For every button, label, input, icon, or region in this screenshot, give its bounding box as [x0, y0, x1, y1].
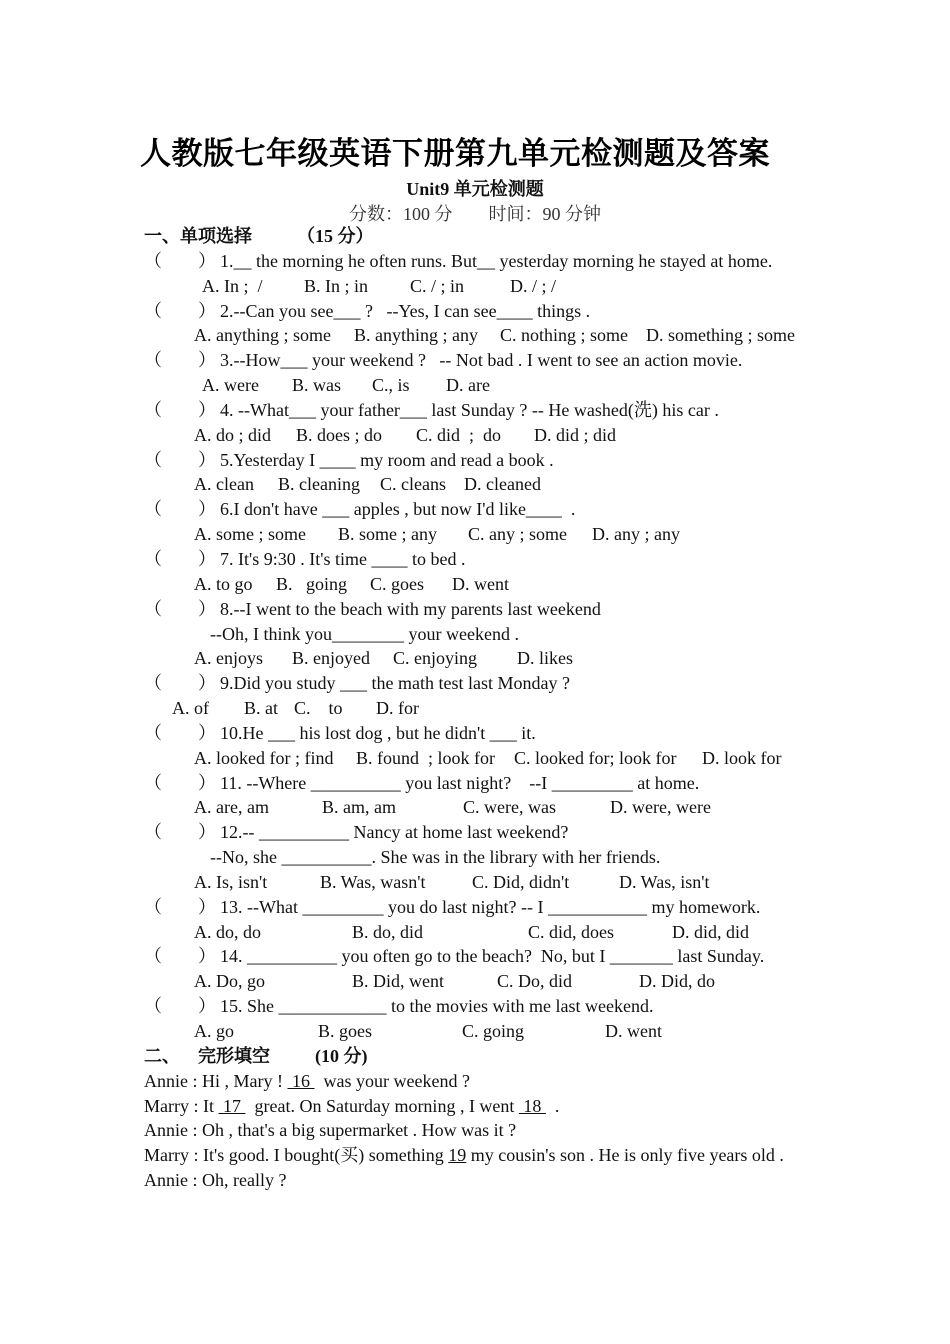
option-c: C. cleans: [380, 474, 446, 495]
option-a: A. do ; did: [194, 424, 272, 445]
option-d: D. went: [452, 573, 509, 594]
question-text: 4. --What___ your father___ last Sunday ? -- He washed(洗) his car .: [220, 399, 719, 420]
time-text: 时间：90 分钟: [488, 204, 601, 224]
question-5: [144, 448, 824, 473]
question-1-options: [144, 274, 824, 299]
option-c: C. going: [462, 1021, 525, 1041]
question-text: 8.--I went to the beach with my parents last weekend: [220, 598, 601, 619]
unit-subtitle: Unit9 单元检测题: [406, 179, 544, 199]
option-b: B. goes: [318, 1021, 372, 1041]
option-c: C. did, does: [528, 921, 615, 942]
option-d: D. did, did: [672, 921, 750, 942]
option-c: C. any ; some: [468, 524, 567, 545]
answer-paren: （ ）: [144, 722, 216, 743]
question-8-reply: --Oh, I think you________ your weekend .: [210, 623, 519, 644]
option-d: D. likes: [517, 648, 573, 669]
option-b: B. some ; any: [338, 524, 437, 545]
question-text: 11. --Where __________ you last night? --I _________ at home.: [220, 772, 700, 793]
dialogue-text: my cousin's son . He is only five years old .: [466, 1145, 784, 1166]
question-1: [144, 249, 824, 274]
question-text: 2.--Can you see___ ? --Yes, I can see____ things .: [220, 300, 591, 321]
option-d: D. are: [446, 375, 490, 396]
option-c: C. Did, didn't: [472, 871, 570, 892]
option-d: D. look for: [702, 747, 782, 768]
option-c: C., is: [372, 375, 410, 396]
option-b: B. In ; in: [304, 275, 369, 296]
question-3: [144, 348, 824, 373]
question-text: 10.He ___ his lost dog , but he didn't ___ it.: [220, 722, 536, 743]
question-2: [144, 299, 824, 324]
option-b: B. Did, went: [352, 971, 444, 992]
option-a: A. Do, go: [194, 971, 265, 992]
option-b: B. do, did: [352, 921, 424, 942]
answer-paren: （ ）: [144, 598, 216, 619]
question-2-options: [144, 323, 824, 348]
answer-paren: （ ）: [144, 896, 216, 917]
question-12: [144, 820, 824, 845]
answer-paren: （ ）: [144, 499, 216, 520]
answer-paren: （ ）: [144, 548, 216, 569]
option-a: A. of: [172, 698, 209, 719]
question-7-options: [144, 572, 824, 597]
question-text: 1.__ the morning he often runs. But__ yesterday morning he stayed at home.: [220, 250, 773, 271]
option-b: B. cleaning: [278, 474, 360, 495]
question-text: 9.Did you study ___ the math test last Monday ?: [220, 673, 570, 694]
blank-17: 17: [218, 1095, 246, 1116]
question-13-options: [144, 920, 824, 945]
question-3-options: [144, 373, 824, 398]
option-d: D. for: [376, 698, 419, 719]
option-c: C. Do, did: [497, 971, 573, 992]
option-a: A. In ; /: [202, 275, 263, 296]
option-d: D. Did, do: [639, 971, 715, 992]
option-b: B. at: [244, 698, 278, 719]
question-15-options: [144, 1019, 824, 1044]
blank-16: 16: [287, 1070, 315, 1091]
option-c: C. to: [294, 698, 343, 719]
option-c: C. were, was: [463, 797, 556, 818]
dialogue-text: Marry : It: [144, 1095, 219, 1116]
answer-paren: （ ）: [144, 772, 216, 793]
answer-paren: （ ）: [144, 996, 216, 1017]
exam-body: [144, 224, 824, 1193]
question-14: [144, 944, 824, 969]
question-12-reply: --No, she __________. She was in the library with her friends.: [210, 847, 661, 868]
question-text: 3.--How___ your weekend ? -- Not bad . I went to see an action movie.: [220, 350, 743, 371]
option-b: B. Was, wasn't: [320, 871, 426, 892]
option-a: A. clean: [194, 474, 254, 495]
question-8-options: [144, 646, 824, 671]
question-13: [144, 895, 824, 920]
option-a: A. do, do: [194, 921, 261, 942]
answer-paren: （ ）: [144, 399, 216, 420]
dialogue-line-4: [144, 1143, 804, 1168]
dialogue-line-5: Annie : Oh, really ?: [144, 1170, 287, 1191]
option-a: A. anything ; some: [194, 325, 331, 346]
option-c: C. did ; do: [416, 424, 502, 445]
option-b: B. am, am: [322, 797, 396, 818]
option-a: A. some ; some: [194, 524, 306, 545]
option-a: A. are, am: [194, 797, 269, 818]
option-c: C. nothing ; some: [500, 325, 629, 346]
answer-paren: （ ）: [144, 350, 216, 371]
question-text: 7. It's 9:30 . It's time ____ to bed .: [220, 548, 466, 569]
question-5-options: [144, 472, 824, 497]
option-a: A. looked for ; find: [194, 747, 334, 768]
answer-paren: （ ）: [144, 449, 216, 470]
question-14-options: [144, 969, 824, 994]
dialogue-line-3: Annie : Oh , that's a big supermarket . How was it ?: [144, 1120, 517, 1141]
option-b: B. enjoyed: [292, 648, 370, 669]
question-15: [144, 994, 824, 1019]
option-d: D. / ; /: [510, 275, 557, 296]
question-9: [144, 671, 824, 696]
question-7: [144, 547, 824, 572]
question-text: 15. She ____________ to the movies with me last weekend.: [220, 996, 654, 1017]
question-text: 5.Yesterday I ____ my room and read a book .: [220, 449, 554, 470]
document-title: 人教版七年级英语下册第九单元检测题及答案: [140, 136, 770, 172]
question-text: 13. --What _________ you do last night? -- I ___________ my homework.: [220, 896, 761, 917]
option-a: A. enjoys: [194, 648, 263, 669]
question-6-options: [144, 522, 824, 547]
option-b: B. does ; do: [296, 424, 383, 445]
question-6: [144, 497, 824, 522]
dialogue-line-2: [144, 1094, 824, 1119]
answer-paren: （ ）: [144, 300, 216, 321]
option-b: B. found ; look for: [356, 747, 495, 768]
question-text: 12.-- __________ Nancy at home last weekend?: [220, 822, 569, 843]
question-4-options: [144, 423, 824, 448]
option-a: A. go: [194, 1021, 234, 1041]
option-c: C. enjoying: [393, 648, 477, 669]
option-d: D. something ; some: [646, 325, 795, 346]
option-a: A. were: [202, 375, 259, 396]
answer-paren: （ ）: [144, 673, 216, 694]
question-4: [144, 398, 824, 423]
option-c: C. goes: [370, 573, 424, 594]
answer-paren: （ ）: [144, 946, 216, 967]
section-heading-2: 二、 完形填空 (10 分): [144, 1045, 368, 1066]
dialogue-line-1: [144, 1069, 824, 1094]
dialogue-text: Annie : Hi , Mary !: [144, 1070, 288, 1091]
blank-18: 18: [518, 1095, 546, 1116]
question-text: 6.I don't have ___ apples , but now I'd like____ .: [220, 499, 576, 520]
question-10: [144, 721, 824, 746]
question-9-options: [144, 696, 824, 721]
option-d: D. went: [605, 1021, 662, 1041]
option-c: C. / ; in: [410, 275, 465, 296]
option-d: D. any ; any: [592, 524, 680, 545]
dialogue-text: was your weekend ?: [314, 1070, 470, 1091]
dialogue-text: great. On Saturday morning , I went: [245, 1095, 519, 1116]
dialogue-text: .: [545, 1095, 560, 1116]
option-b: B. anything ; any: [354, 325, 478, 346]
score-time-line: [0, 200, 950, 226]
answer-paren: （ ）: [144, 250, 216, 271]
question-8: [144, 597, 824, 622]
option-a: A. to go: [194, 573, 253, 594]
question-text: 14. __________ you often go to the beach? No, but I _______ last Sunday.: [220, 946, 765, 967]
question-11-options: [144, 795, 824, 820]
question-10-options: [144, 746, 824, 771]
option-c: C. looked for; look for: [514, 747, 677, 768]
score-text: 分数：100 分: [349, 204, 453, 224]
option-d: D. did ; did: [534, 424, 617, 445]
option-b: B. was: [292, 375, 341, 396]
question-11: [144, 771, 824, 796]
blank-19: 19: [448, 1145, 467, 1166]
option-b: B. going: [276, 573, 348, 594]
option-d: D. Was, isn't: [619, 871, 710, 892]
option-a: A. Is, isn't: [194, 871, 268, 892]
dialogue-text: Marry : It's good. I bought(买) something: [144, 1145, 449, 1166]
question-12-options: [144, 870, 824, 895]
section-heading-1: 一、单项选择 （15 分）: [144, 226, 374, 246]
option-d: D. were, were: [610, 797, 711, 818]
answer-paren: （ ）: [144, 822, 216, 843]
option-d: D. cleaned: [464, 474, 541, 495]
